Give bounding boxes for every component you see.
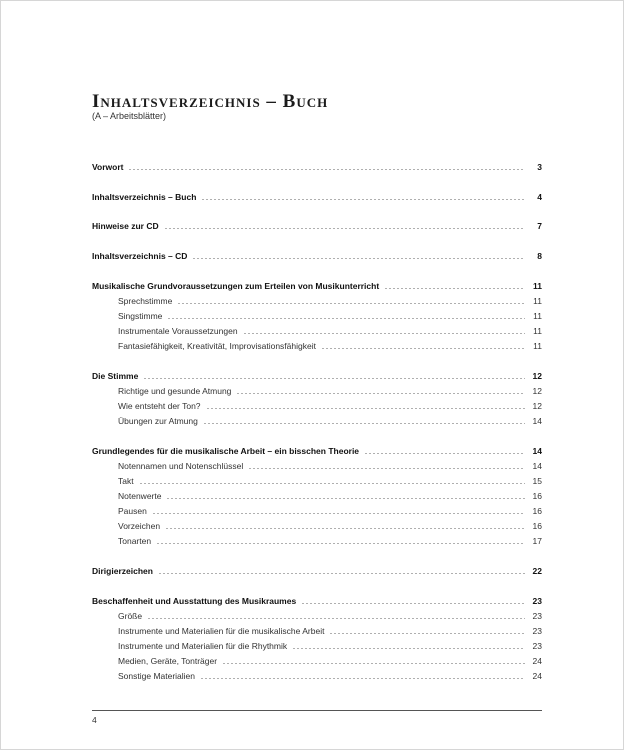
toc-entry-page: 14 (532, 461, 542, 471)
dot-leader (147, 618, 525, 619)
toc-subentry (118, 624, 542, 637)
dot-leader (128, 169, 525, 170)
dot-leader (203, 423, 525, 424)
toc-entry-page: 11 (533, 311, 542, 321)
footer-divider (92, 710, 542, 711)
toc-subentry (118, 474, 542, 487)
toc-subentry (118, 609, 542, 622)
toc-entry-page: 8 (537, 251, 542, 261)
toc-entry-page: 14 (532, 416, 542, 426)
toc-entry-label: Instrumente und Materialien für die Rhythmik (118, 641, 288, 651)
toc-entry-label: Vorwort (92, 162, 124, 172)
toc-entry-label: Übungen zur Atmung (118, 416, 198, 426)
toc-subentry (118, 399, 542, 412)
toc-entry-page: 16 (532, 506, 542, 516)
dot-leader (248, 468, 525, 469)
toc-entry-label: Notennamen und Notenschlüssel (118, 461, 244, 471)
toc-entry (92, 279, 542, 292)
dot-leader (243, 333, 525, 334)
toc-entry-page: 12 (532, 371, 542, 381)
toc-subentry (118, 324, 542, 337)
dot-leader (166, 498, 525, 499)
toc-entry-page: 17 (532, 536, 542, 546)
toc-entry-page: 14 (532, 446, 542, 456)
toc-entry-page: 16 (532, 491, 542, 501)
toc-entry-label: Sprechstimme (118, 296, 173, 306)
toc-entry-label: Hinweise zur CD (92, 221, 159, 231)
dot-leader (222, 663, 525, 664)
toc-entry-label: Tonarten (118, 536, 152, 546)
toc-entry-label: Singstimme (118, 311, 163, 321)
toc-entry-page: 12 (532, 401, 542, 411)
dot-leader (384, 288, 525, 289)
toc-entry-label: Pausen (118, 506, 147, 516)
toc-entry-page: 22 (532, 566, 542, 576)
dot-leader (292, 648, 525, 649)
toc-entry (92, 594, 542, 607)
toc-subentry (118, 309, 542, 322)
toc-subentry (118, 384, 542, 397)
dot-leader (201, 199, 525, 200)
dot-leader (236, 393, 525, 394)
dot-leader (192, 258, 525, 259)
toc-subentry (118, 639, 542, 652)
toc-entry (92, 219, 542, 232)
toc-subentry (118, 489, 542, 502)
toc-entry-page: 11 (533, 296, 542, 306)
toc-entry-label: Takt (118, 476, 134, 486)
toc-entry-label: Instrumentale Voraussetzungen (118, 326, 238, 336)
dot-leader (321, 348, 525, 349)
toc-subentry (118, 504, 542, 517)
toc-entry-label: Instrumente und Materialien für die musikalische Arbeit (118, 626, 325, 636)
toc-entry-label: Inhaltsverzeichnis – CD (92, 251, 188, 261)
toc-entry-page: 4 (537, 192, 542, 202)
dot-leader (329, 633, 525, 634)
toc-entry-label: Beschaffenheit und Ausstattung des Musikraumes (92, 596, 297, 606)
toc-subentry (118, 339, 542, 352)
toc-entry (92, 190, 542, 203)
toc-entry-label: Richtige und gesunde Atmung (118, 386, 232, 396)
toc-entry-label: Grundlegendes für die musikalische Arbeit – ein bisschen Theorie (92, 446, 360, 456)
toc-entry-page: 24 (532, 656, 542, 666)
dot-leader (206, 408, 525, 409)
toc-entry-label: Größe (118, 611, 143, 621)
toc-entry-label: Wie entsteht der Ton? (118, 401, 201, 411)
toc-entry (92, 160, 542, 173)
dot-leader (364, 453, 525, 454)
page-subtitle: (A – Arbeitsblätter) (92, 111, 167, 121)
toc-entry-page: 11 (533, 326, 542, 336)
toc-entry (92, 249, 542, 262)
toc-entry-label: Medien, Geräte, Tonträger (118, 656, 218, 666)
toc-entry-label: Musikalische Grundvoraussetzungen zum Erteilen von Musikunterricht (92, 281, 380, 291)
toc-subentry (118, 654, 542, 667)
dot-leader (167, 318, 525, 319)
toc-entry-page: 23 (532, 626, 542, 636)
toc-entry-label: Fantasiefähigkeit, Kreativität, Improvisationsfähigkeit (118, 341, 316, 351)
toc-subentry (118, 459, 542, 472)
toc-entry-page: 16 (532, 521, 542, 531)
toc-subentry (118, 414, 542, 427)
dot-leader (177, 303, 525, 304)
toc-entry-label: Vorzeichen (118, 521, 161, 531)
toc-entry-label: Inhaltsverzeichnis – Buch (92, 192, 197, 202)
toc-entry (92, 564, 542, 577)
toc-entry-label: Die Stimme (92, 371, 139, 381)
toc-entry-label: Dirigierzeichen (92, 566, 153, 576)
dot-leader (156, 543, 525, 544)
toc-entry-page: 11 (533, 341, 542, 351)
dot-leader (301, 603, 525, 604)
toc-entry-page: 23 (532, 611, 542, 621)
toc-subentry (118, 294, 542, 307)
toc-entry (92, 369, 542, 382)
dot-leader (139, 483, 525, 484)
toc-subentry (118, 519, 542, 532)
toc-entry-page: 23 (532, 596, 542, 606)
page-number: 4 (92, 715, 97, 725)
toc-subentry (118, 534, 542, 547)
toc-entry-page: 3 (537, 162, 542, 172)
toc-entry-page: 23 (532, 641, 542, 651)
toc-entry-label: Sonstige Materialien (118, 671, 196, 681)
dot-leader (143, 378, 525, 379)
page-title: Inhaltsverzeichnis – Buch (92, 91, 329, 112)
toc-subentry (118, 669, 542, 682)
toc-entry-page: 15 (532, 476, 542, 486)
toc-entry-label: Notenwerte (118, 491, 162, 501)
dot-leader (200, 678, 525, 679)
dot-leader (165, 528, 525, 529)
toc-entry-page: 7 (537, 221, 542, 231)
toc-entry-page: 11 (533, 281, 542, 291)
dot-leader (152, 513, 525, 514)
toc-entry-page: 24 (532, 671, 542, 681)
toc-entry (92, 444, 542, 457)
dot-leader (164, 228, 525, 229)
dot-leader (158, 573, 525, 574)
toc-entry-page: 12 (532, 386, 542, 396)
